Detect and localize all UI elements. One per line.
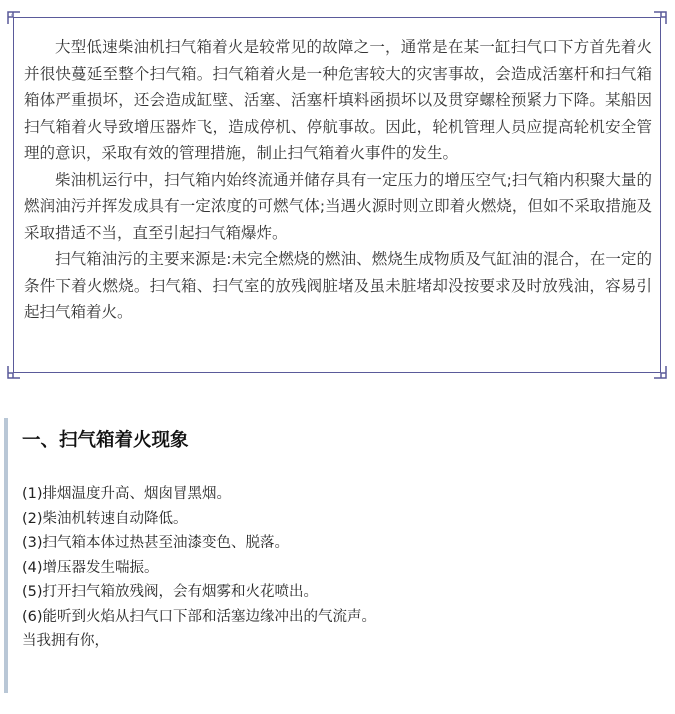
intro-paragraph: 柴油机运行中，扫气箱内始终流通并储存具有一定压力的增压空气;扫气箱内积聚大量的燃润油污并挥发成具有一定浓度的可燃气体;当遇火源时则立即着火燃烧，但如不采取措施及采取措适不当，直至引起扫气箱爆炸。 bbox=[24, 170, 652, 242]
list-item: (6)能听到火焰从扫气口下部和活塞边缘冲出的气流声。 bbox=[22, 608, 377, 625]
corner-ornament-icon bbox=[653, 365, 667, 379]
list-item: (2)柴油机转速自动降低。 bbox=[22, 510, 188, 527]
intro-paragraph: 大型低速柴油机扫气箱着火是较常见的故障之一，通常是在某一缸扫气口下方首先着火并很快蔓延至整个扫气箱。扫气箱着火是一种危害较大的灾害事故，会造成活塞杆和扫气箱箱体严重损坏，还会造成缸壁、活塞、活塞杆填料函损坏以及贯穿螺栓预紧力下降。某船因扫气箱着火导致增压器炸飞，造成停机、停航事故。因此，轮机管理人员应提高轮机安全管理的意识，采取有效的管理措施，制止扫气箱着火事件的发生。 bbox=[24, 38, 652, 162]
symptoms-section bbox=[4, 418, 668, 693]
footer-text: 当我拥有你， bbox=[22, 633, 109, 649]
list-item: (1)排烟温度升高、烟囱冒黑烟。 bbox=[22, 486, 232, 502]
corner-ornament-icon bbox=[7, 11, 21, 25]
corner-ornament-icon bbox=[653, 11, 667, 25]
list-item: (3)扫气箱本体过热甚至油漆变色、脱落。 bbox=[22, 535, 290, 552]
corner-ornament-icon bbox=[7, 365, 21, 379]
section-title: 一、扫气箱着火现象 bbox=[22, 430, 189, 451]
list-item: (4)增压器发生喘振。 bbox=[22, 559, 159, 576]
intro-paragraph: 扫气箱油污的主要来源是:未完全燃烧的燃油、燃烧生成物质及气缸油的混合，在一定的条件下着火燃烧。扫气箱、扫气室的放残阀脏堵及虽未脏堵却没按要求及时放残油，容易引起扫气箱着火。 bbox=[24, 250, 652, 321]
symptom-list bbox=[22, 482, 376, 630]
intro-box bbox=[8, 12, 666, 378]
list-item: (5)打开扫气箱放残阀，会有烟雾和火花喷出。 bbox=[22, 584, 319, 601]
intro-text bbox=[24, 34, 652, 326]
